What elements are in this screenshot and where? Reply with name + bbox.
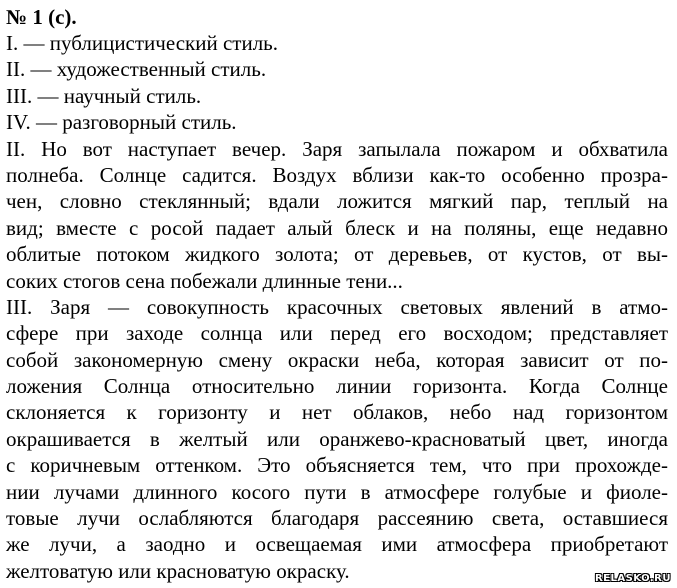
document-page: [6, 4, 668, 584]
style-item: III. — научный стиль.: [6, 83, 202, 108]
style-list: [6, 30, 668, 136]
passage-scientific: [6, 294, 668, 584]
text-line: чен, словно стеклянный; вдали ложится мягкий пар, теплый на: [6, 189, 668, 214]
site-watermark: RELASKO.RU: [594, 573, 671, 584]
text-line: с коричневым оттенком. Это объясняется тем, что при прохожде-: [6, 453, 668, 478]
style-item: I. — публицистический стиль.: [6, 31, 278, 55]
text-line: сфере при заходе солнца или перед его восходом; представляет: [6, 321, 668, 346]
text-line: нии лучами длинного косого пути в атмосфере голубые и фиоле-: [6, 479, 668, 504]
text-line: же лучи, а заодно и освещаемая ими атмосфера приобретают: [6, 532, 668, 557]
text-line: облитые потоком жидкого золота; от деревьев, от кустов, от вы-: [6, 242, 668, 267]
text-line: товые лучи ослабляются благодаря рассеянию света, оставшиеся: [6, 506, 668, 531]
text-line: II. Но вот наступает вечер. Заря запылала пожаром и обхватила: [6, 136, 668, 161]
text-line: вид; вместе с росой падает алый блеск и на поляны, еще недавно: [6, 215, 668, 240]
passage-artistic: [6, 136, 668, 294]
text-line: ложения Солнца относительно линии горизонта. Когда Солнце: [6, 374, 668, 399]
text-line: III. Заря — совокупность красочных световых явлений в атмо-: [6, 294, 668, 319]
style-item: IV. — разговорный стиль.: [6, 110, 237, 135]
text-line: полнеба. Солнце садится. Воздух вблизи как-то особенно прозра-: [6, 162, 668, 187]
style-item: II. — художественный стиль.: [6, 57, 267, 82]
text-line: склоняется к горизонту и нет облаков, небо над горизонтом: [6, 400, 668, 425]
text-line: окрашивается в желтый или оранжево-красноватый цвет, иногда: [6, 426, 668, 451]
text-line: желтоватую или красноватую окраску.: [6, 558, 350, 583]
exercise-heading: № 1 (с).: [6, 5, 77, 29]
text-line: собой закономерную смену окраски неба, которая зависит от по-: [6, 347, 668, 372]
text-line: соких стогов сена побежали длинные тени...: [6, 268, 403, 293]
